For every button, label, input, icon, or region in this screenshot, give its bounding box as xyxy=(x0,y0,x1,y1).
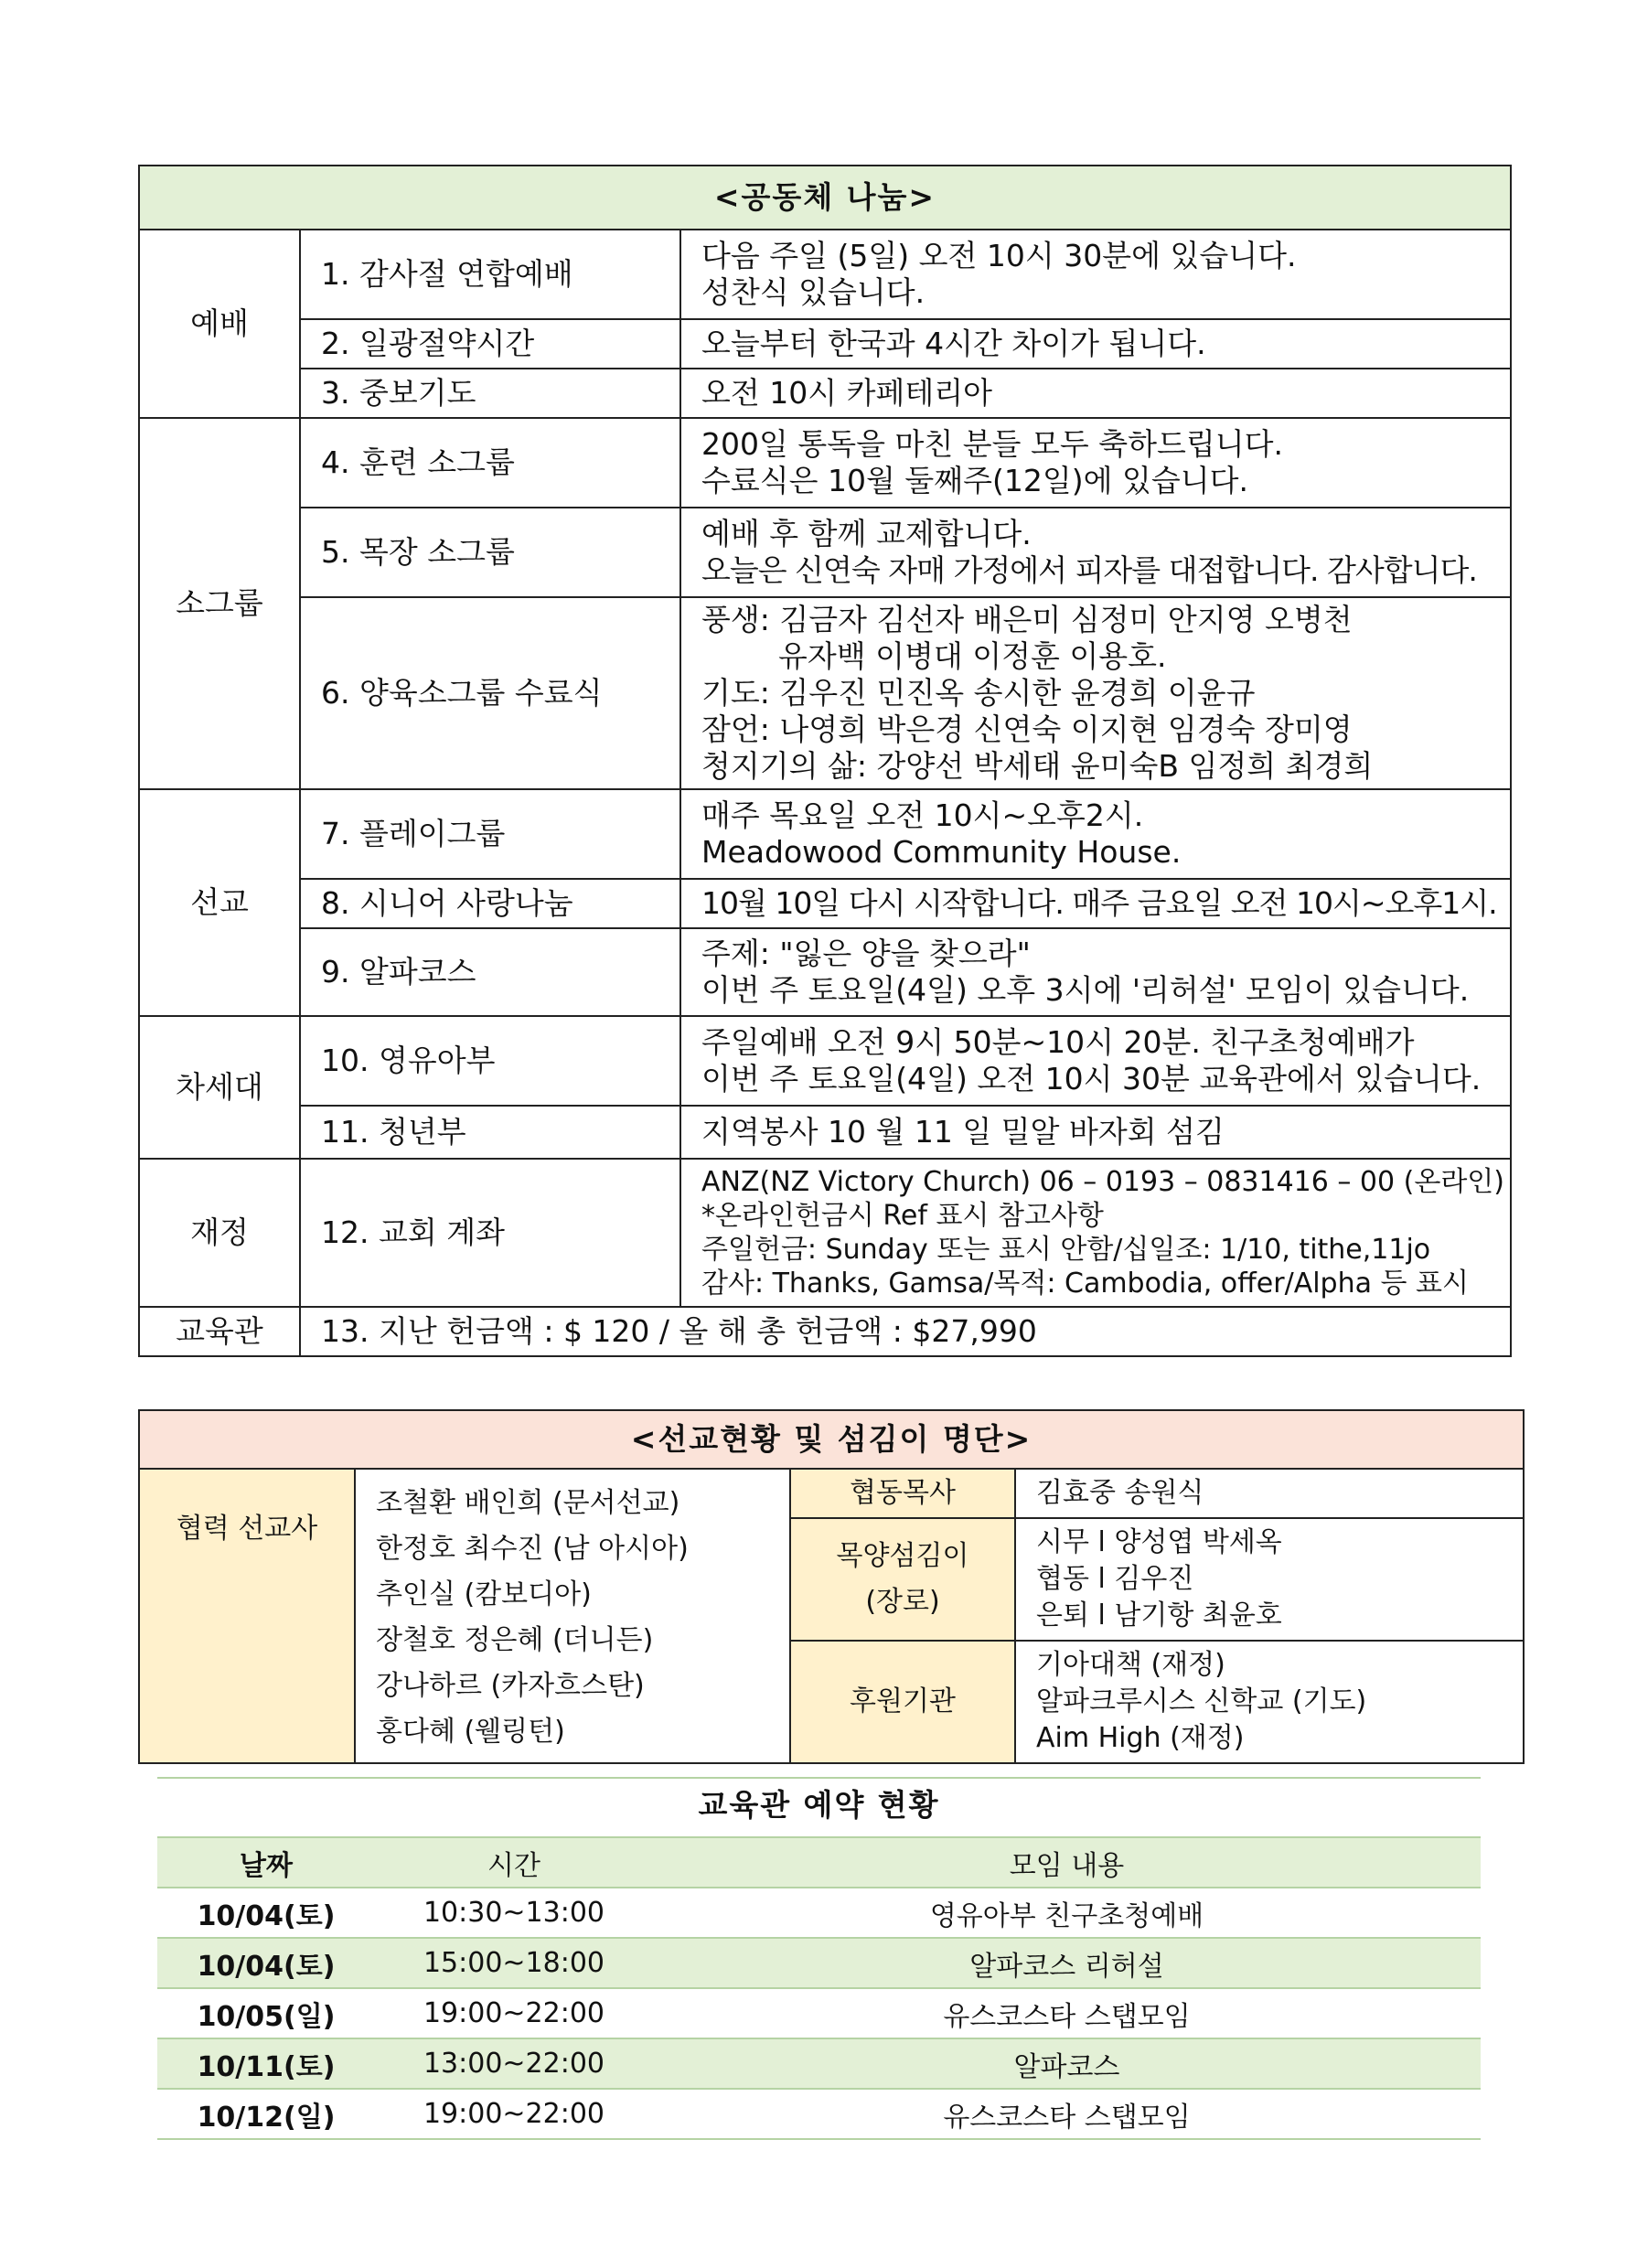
item-label: 11. 청년부 xyxy=(300,1106,680,1159)
mission-table xyxy=(138,1409,1525,1764)
table-row: 10/04(토) 15:00~18:00 알파코스 리허설 xyxy=(157,1938,1481,1988)
item-description: 다음 주일 (5일) 오전 10시 30분에 있습니다. 성찬식 있습니다. xyxy=(680,230,1511,319)
item-description: 풍생: 김금자 김선자 배은미 심정미 안지영 오병천 유자백 이병대 이정훈 이용호. 기도: 김우진 민진옥 송시한 윤경희 이윤규 잠언: 나영희 박은경 신연숙 이지현 임경숙 장미영 청지기의 삶: 강양선 박세태 윤미숙B 임정희 최경희 xyxy=(680,597,1511,789)
mission-title: <선교현황 및 섬김이 명단> xyxy=(139,1410,1524,1469)
item-label: 7. 플레이그룹 xyxy=(300,789,680,879)
elders-list: 시무 l 양성엽 박세옥 협동 l 김우진 은퇴 l 남기항 최윤호 xyxy=(1015,1518,1524,1641)
reservation-header-row xyxy=(157,1837,1481,1888)
missionaries-list: 조철환 배인희 (문서선교) 한정호 최수진 (남 아시아) 추인실 (캄보디아) 장철호 정은혜 (더니든) 강나하르 (카자흐스탄) 홍다혜 (웰링턴) xyxy=(355,1469,790,1763)
header-content: 모임 내용 xyxy=(653,1837,1481,1888)
category-next-generation: 차세대 xyxy=(139,1016,300,1159)
missionaries-label: 협력 선교사 xyxy=(139,1469,355,1763)
item-description: 주제: "잃은 양을 찾으라" 이번 주 토요일(4일) 오후 3시에 '리허설' 모임이 있습니다. xyxy=(680,928,1511,1016)
reservation-title: 교육관 예약 현황 xyxy=(698,1787,940,1823)
table-row: 10/11(토) 13:00~22:00 알파코스 xyxy=(157,2038,1481,2089)
reservation-top-rule xyxy=(157,1777,1481,1779)
item-label: 6. 양육소그룹 수료식 xyxy=(300,597,680,789)
item-description: 200일 통독을 마친 분들 모두 축하드립니다. 수료식은 10월 둘째주(12일)에 있습니다. xyxy=(680,418,1511,508)
item-label: 3. 중보기도 xyxy=(300,369,680,418)
header-date: 날짜 xyxy=(157,1837,375,1888)
item-label: 5. 목장 소그룹 xyxy=(300,508,680,597)
community-table xyxy=(138,165,1512,1357)
item-label: 1. 감사절 연합예배 xyxy=(300,230,680,319)
item-label: 10. 영유아부 xyxy=(300,1016,680,1106)
item-description: 오늘부터 한국과 4시간 차이가 됩니다. xyxy=(680,319,1511,369)
sponsors-list: 기아대책 (재정) 알파크루시스 신학교 (기도) Aim High (재정) xyxy=(1015,1641,1524,1763)
category-finance: 재정 xyxy=(139,1159,300,1307)
cooperating-pastors: 김효중 송원식 xyxy=(1015,1469,1524,1518)
item-label: 9. 알파코스 xyxy=(300,928,680,1016)
item-label: 2. 일광절약시간 xyxy=(300,319,680,369)
item-description: 매주 목요일 오전 10시~오후2시. Meadowood Community House. xyxy=(680,789,1511,879)
item-description: 지역봉사 10 월 11 일 밀알 바자회 섬김 xyxy=(680,1106,1511,1159)
table-row: 10/12(일) 19:00~22:00 유스코스타 스탭모임 xyxy=(157,2089,1481,2139)
item-description: 예배 후 함께 교제합니다. 오늘은 신연숙 자매 가정에서 피자를 대접합니다. 감사합니다. xyxy=(680,508,1511,597)
item-description: 주일예배 오전 9시 50분~10시 20분. 친구초청예배가 이번 주 토요일(4일) 오전 10시 30분 교육관에서 있습니다. xyxy=(680,1016,1511,1106)
category-small-group: 소그룹 xyxy=(139,418,300,789)
item-description: 10월 10일 다시 시작합니다. 매주 금요일 오전 10시~오후1시. xyxy=(680,879,1511,928)
table-row: 10/05(일) 19:00~22:00 유스코스타 스탭모임 xyxy=(157,1988,1481,2038)
item-label: 4. 훈련 소그룹 xyxy=(300,418,680,508)
item-label: 8. 시니어 사랑나눔 xyxy=(300,879,680,928)
community-title: <공동체 나눔> xyxy=(139,166,1511,230)
offering-summary: 13. 지난 헌금액 : $ 120 / 올 해 총 헌금액 : $27,990 xyxy=(300,1307,1511,1356)
category-worship: 예배 xyxy=(139,230,300,418)
header-time: 시간 xyxy=(375,1837,653,1888)
sponsors-label: 후원기관 xyxy=(790,1641,1015,1763)
elders-label: 목양섬김이 (장로) xyxy=(790,1518,1015,1641)
reservation-table xyxy=(157,1836,1481,2140)
item-label: 12. 교회 계좌 xyxy=(300,1159,680,1307)
category-mission: 선교 xyxy=(139,789,300,1016)
item-description: 오전 10시 카페테리아 xyxy=(680,369,1511,418)
table-row: 10/04(토) 10:30~13:00 영유아부 친구초청예배 xyxy=(157,1888,1481,1938)
category-education-hall: 교육관 xyxy=(139,1307,300,1356)
item-description: ANZ(NZ Victory Church) 06 – 0193 – 0831416 – 00 (온라인) *온라인헌금시 Ref 표시 참고사항 주일헌금: Sunday 또는 표시 안함/십일조: 1/10, tithe,11jo 감사: Thanks, Gamsa/목적: Cambodia, offer/Alpha 등 표시 xyxy=(680,1159,1511,1307)
cooperating-pastor-label: 협동목사 xyxy=(790,1469,1015,1518)
